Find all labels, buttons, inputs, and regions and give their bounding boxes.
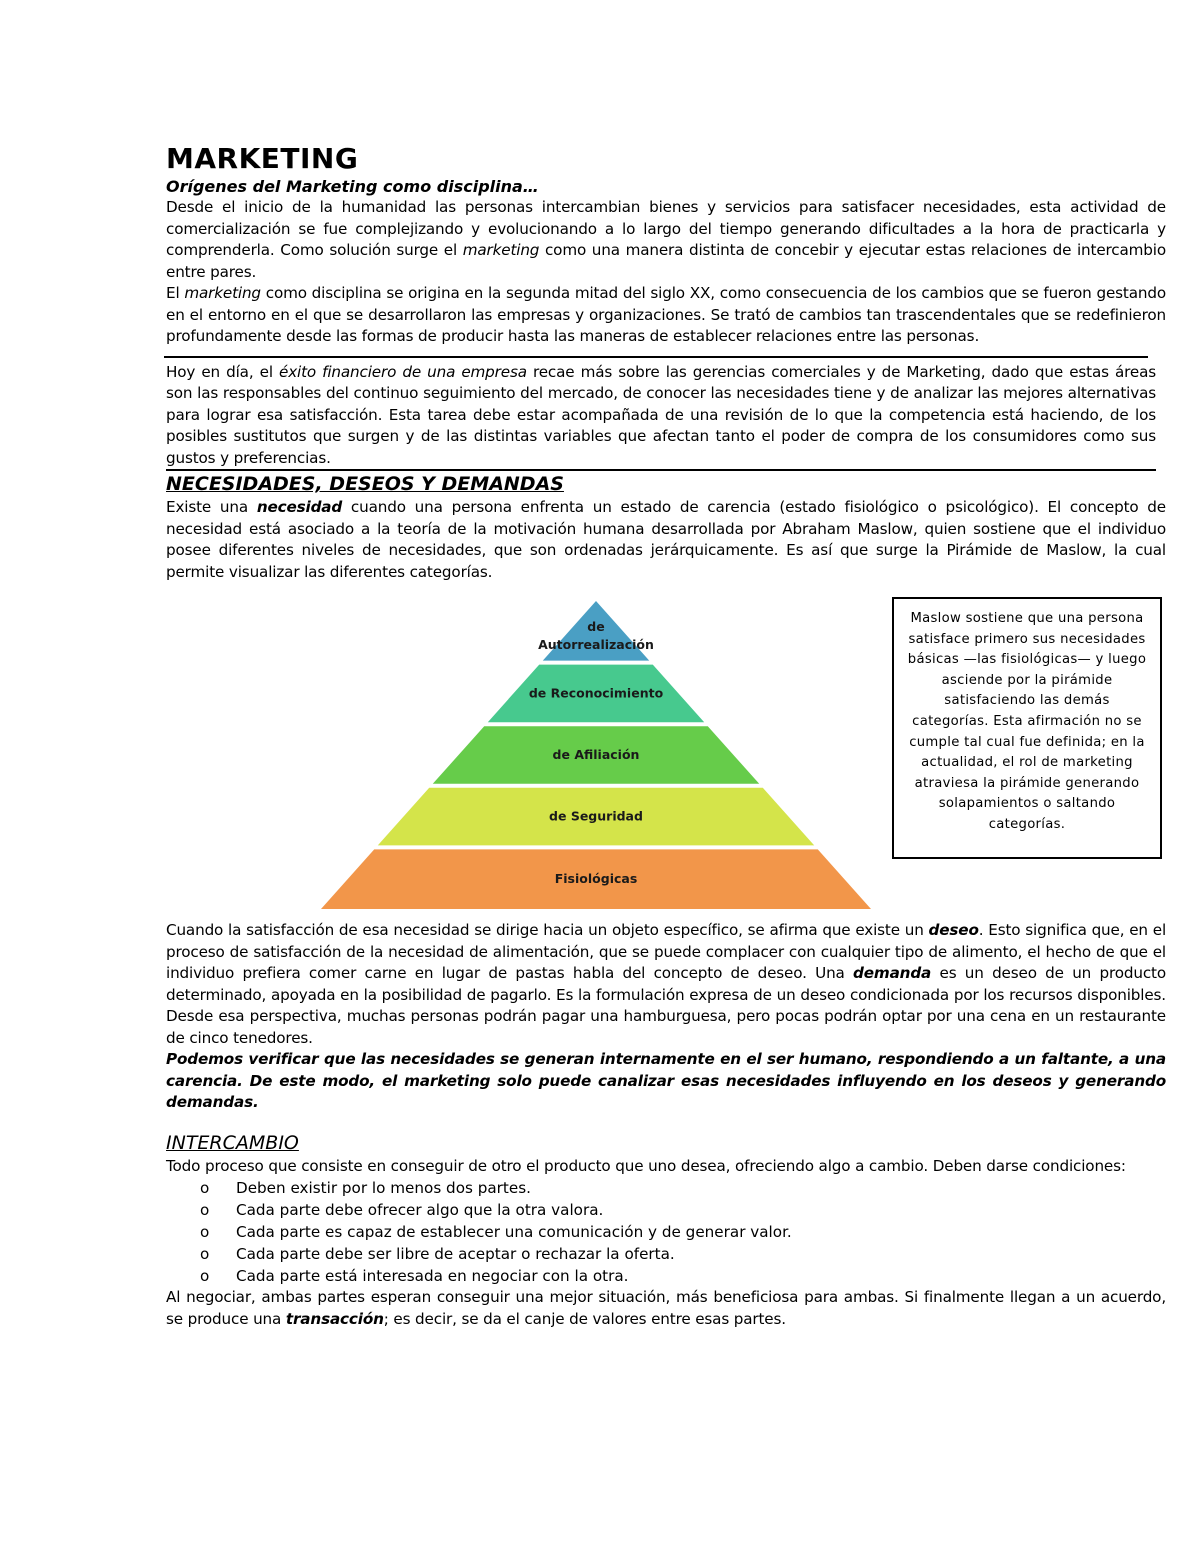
pyramid-level-label: Fisiológicas [554,871,638,887]
document-subtitle: Orígenes del Marketing como disciplina… [166,177,539,196]
intro-p2-start: El [166,284,185,302]
hoy-end: recae más sobre las gerencias comerciales y de Marketing, dado que estas áreas son las responsables del continuo seguimiento del mercado, de conocer las necesidades tiene y de analizar las mejores alternativas para lograr esa satisfacción. Esta tarea debe estar acompañada de una revisión de lo que la competencia está haciendo, de los posibles sustitutos que surgen y de las distintas variables que afectan tanto el poder de compra de los consumidores como sus gustos y preferencias. [166,362,1157,467]
bullet-icon: o [200,1245,210,1263]
list-item-text: Cada parte está interesada en negociar con la otra. [236,1267,629,1285]
spacer [166,1114,1166,1130]
intro-paragraph-1 [166,197,1166,283]
hoy-start: Hoy en día, el [166,362,279,381]
conditions-list [166,1177,1166,1287]
keyword-necesidad: necesidad [256,498,343,516]
bullet-icon: o [200,1201,210,1219]
list-item-text: Cada parte debe ofrecer algo que la otra valora. [236,1201,604,1219]
keyword-deseo: deseo [928,921,979,939]
transaccion-start: Al negociar, ambas partes esperan conseguir una mejor situación, más beneficiosa para ambas. Si finalmente llegan a un acuerdo, se produce una [166,1288,1166,1328]
list-item [200,1243,1166,1265]
intro-p1-end: como una manera distinta de concebir y ejecutar estas relaciones de intercambio entre pares. [166,241,1166,281]
maslow-pyramid [316,595,876,915]
list-item [200,1221,1166,1243]
intercambio-paragraph: Todo proceso que consiste en conseguir de otro el producto que uno desea, ofreciendo algo a cambio. Deben darse condiciones: [166,1156,1126,1175]
necesidad-end: cuando una persona enfrenta un estado de carencia (estado fisiológico o psicológico). El concepto de necesidad está asociado a la teoría de la motivación humana desarrollada por Abraham Maslow, quien sostiene que el individuo posee diferentes niveles de necesidades, que son ordenadas jerárquicamente. Es así que surge la Pirámide de Maslow, la cual permite visualizar las diferentes categorías. [166,498,1166,581]
deseo-start: Cuando la satisfacción de esa necesidad se dirige hacia un objeto específico, se afirma que existe un [166,921,929,939]
divider [164,356,1148,358]
pyramid-level-label: de Afiliación [552,747,640,762]
bullet-icon: o [200,1179,210,1197]
maslow-figure [166,595,1166,920]
transaccion-paragraph [166,1287,1166,1330]
demanda-end: es un deseo de un producto determinado, apoyada en la posibilidad de pagarlo. Es la formulación expresa de un deseo condicionada por los recursos disponibles. Desde esa perspectiva, muchas personas podrán pagar una hamburguesa, pero pocas podrán optar por una cena en un restaurante de cinco tenedores. [166,964,1166,1047]
deseo-mid: . Esto significa que, en el proceso de satisfacción de la necesidad de alimentación, que se puede complacer con cualquier tipo de alimento, el hecho de que el individuo prefiera comer carne en lugar de pastas habla del concepto de deseo. Una [166,921,1167,982]
necesidad-start: Existe una [166,498,257,516]
bullet-icon: o [200,1223,210,1241]
intro-p1-italic: marketing [462,241,540,259]
list-item-text: Deben existir por lo menos dos partes. [236,1179,531,1197]
hoy-italic: éxito financiero de una empresa [279,362,527,381]
document-title: MARKETING [166,142,359,175]
intro-paragraph-2 [166,283,1166,348]
necesidad-paragraph [166,497,1166,583]
list-item [200,1177,1166,1199]
keyword-demanda: demanda [853,964,932,982]
list-item-text: Cada parte debe ser libre de aceptar o rechazar la oferta. [236,1245,675,1263]
document-content [166,142,1166,1330]
list-item-text: Cada parte es capaz de establecer una comunicación y de generar valor. [236,1223,792,1241]
keyword-transaccion: transacción [285,1309,384,1328]
bullet-icon: o [200,1267,210,1285]
section-title-intercambio: INTERCAMBIO [166,1131,299,1154]
transaccion-end: ; es decir, se da el canje de valores entre esas partes. [383,1309,786,1328]
hoy-paragraph [166,362,1156,470]
intro-p1-text: Desde el inicio de la humanidad las personas intercambian bienes y servicios para satisfacer necesidades, esta actividad de comercialización se fue complejizando y evolucionando a lo largo del tiempo generando dificultades a la hora de practicarla y comprenderla. Como solución surge el [166,198,1166,259]
deseo-demanda-paragraph [166,920,1166,1049]
section-title-necesidades: NECESIDADES, DESEOS Y DEMANDAS [166,473,564,495]
intro-p2-end: como disciplina se origina en la segunda mitad del siglo XX, como consecuencia de los cambios que se fueron gestando en el entorno en el que se desarrollaron las empresas y organizaciones. Se trató de cambios tan trascendentales que se redefinieron profundamente desde las formas de producir hasta las maneras de establecer relaciones entre las personas. [166,284,1166,345]
pyramid-level-label: de Autorrealización [538,618,654,652]
highlight-block [166,362,1156,472]
list-item [200,1265,1166,1287]
pyramid-level-label: de Reconocimiento [528,685,664,701]
intro-p2-italic: marketing [184,284,261,302]
conclusion-paragraph: Podemos verificar que las necesidades se generan internamente en el ser humano, respondiendo a un faltante, a una carencia. De este modo, el marketing solo puede canalizar esas necesidades influyendo en los deseos y generando demandas. [166,1050,1166,1111]
pyramid-level-label: de Seguridad [549,808,643,824]
list-item [200,1199,1166,1221]
maslow-note-box: Maslow sostiene que una persona satisface primero sus necesidades básicas —las fisiológicas— y luego asciende por la pirámide satisfaciendo las demás categorías. Esta afirmación no se cumple tal cual fue definida; en la actualidad, el rol de marketing atraviesa la pirámide generando solapamientos o saltando categorías. [892,597,1162,859]
